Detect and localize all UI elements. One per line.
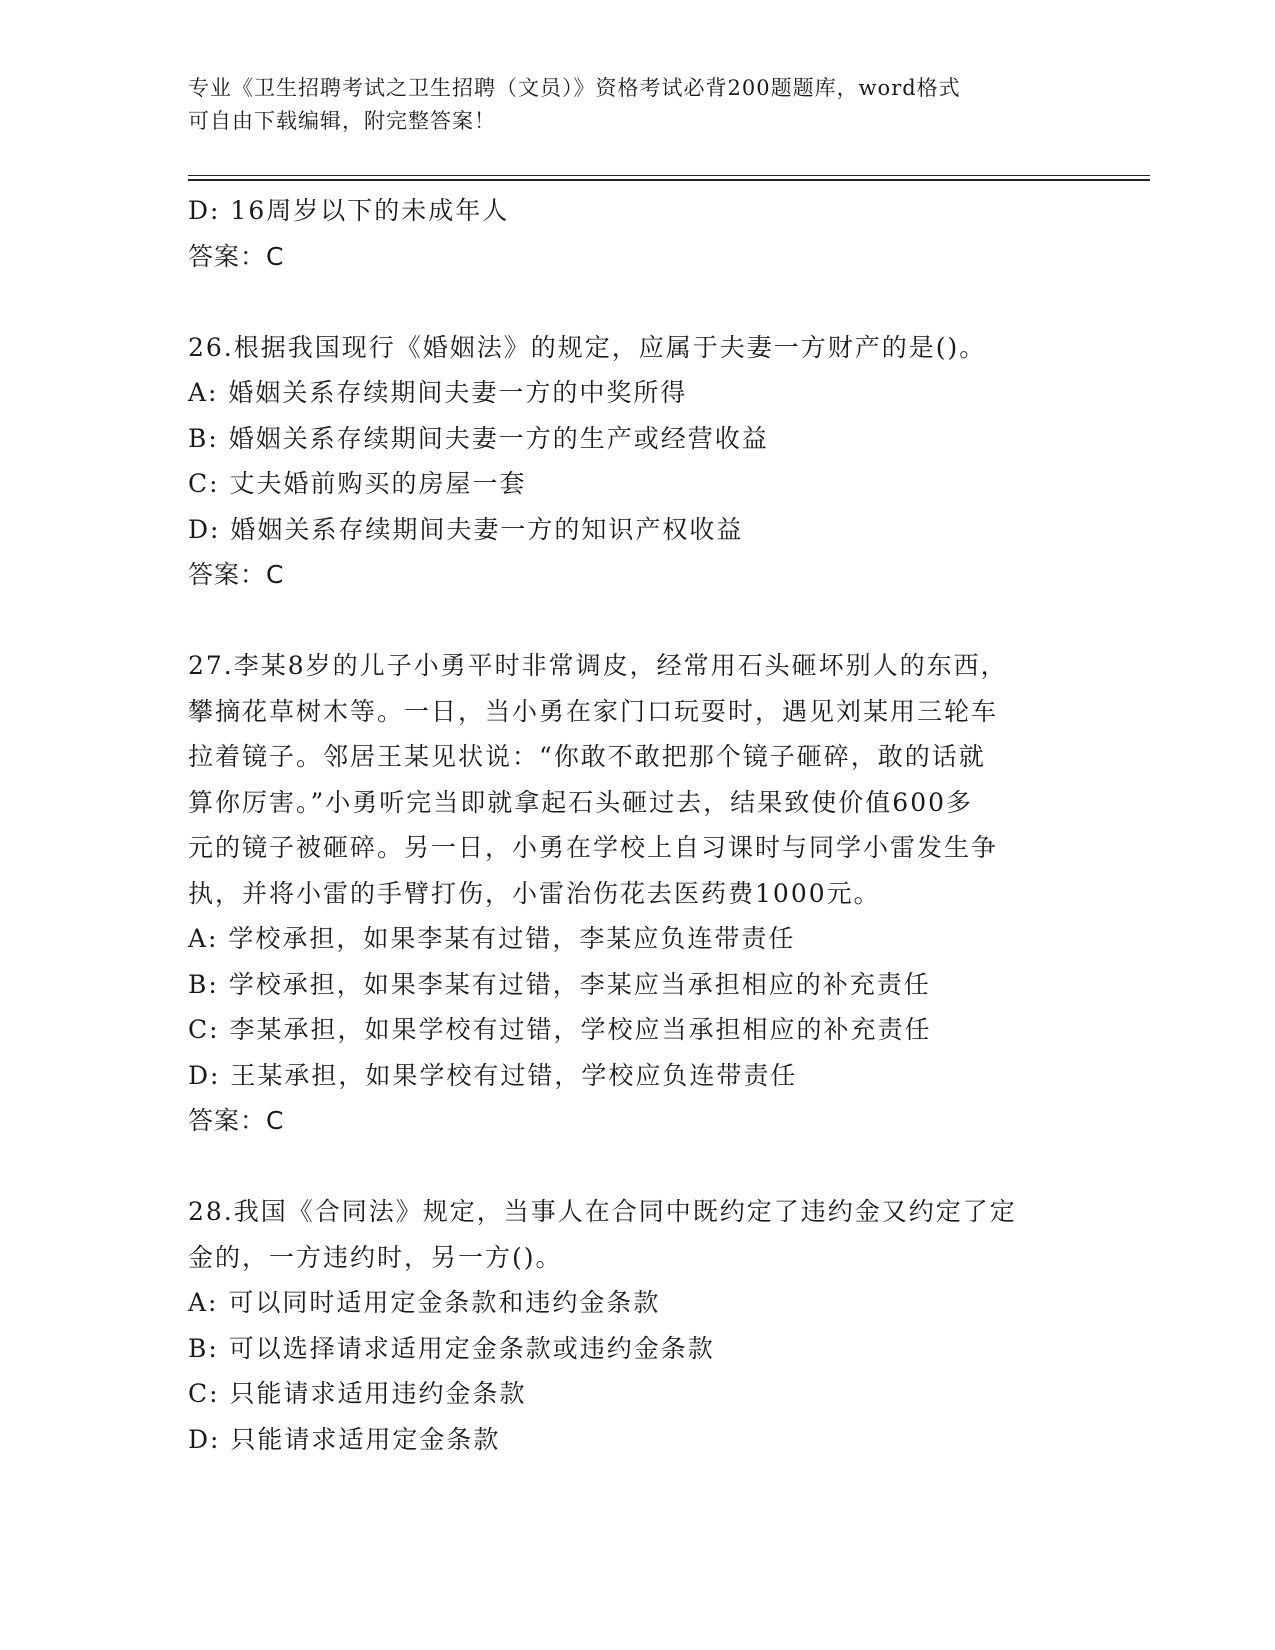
option-c: C: 丈夫婚前购买的房屋一套 xyxy=(188,469,527,498)
question-27 xyxy=(188,643,1088,1144)
page-content xyxy=(188,188,1088,1462)
option-a: A: 学校承担，如果李某有过错，李某应负连带责任 xyxy=(188,924,796,953)
option-d: D: 婚姻关系存续期间夫妻一方的知识产权收益 xyxy=(188,514,744,544)
header-rule-thick xyxy=(188,179,1150,181)
answer-line: 答案：C xyxy=(188,560,285,589)
question-stem-line: 27.李某8岁的儿子小勇平时非常调皮，经常用石头砸坏别人的东西， xyxy=(188,651,1008,680)
question-stem-line: 元的镜子被砸碎。另一日，小勇在学校上自习课时与同学小雷发生争 xyxy=(188,833,999,862)
option-a: A: 可以同时适用定金条款和违约金条款 xyxy=(188,1288,661,1317)
header-line-2: 可自由下载编辑，附完整答案！ xyxy=(188,109,496,133)
page-header xyxy=(188,72,1088,138)
question-stem: 26.根据我国现行《婚姻法》的规定，应属于夫妻一方财产的是()。 xyxy=(188,332,987,362)
question-stem-line: 算你厉害。”小勇听完当即就拿起石头砸过去，结果致使价值600多 xyxy=(188,787,974,817)
spacer xyxy=(188,598,1088,644)
question-26 xyxy=(188,325,1088,598)
option-c: C: 李某承担，如果学校有过错，学校应当承担相应的补充责任 xyxy=(188,1015,932,1044)
option-c: C: 只能请求适用违约金条款 xyxy=(188,1379,527,1408)
spacer xyxy=(188,279,1088,325)
option-d: D: 只能请求适用定金条款 xyxy=(188,1424,501,1454)
answer-line: 答案：C xyxy=(188,241,285,271)
option-d: D: 16周岁以下的未成年人 xyxy=(188,196,510,225)
answer-line: 答案：C xyxy=(188,1106,285,1135)
question-stem-line: 28.我国《合同法》规定，当事人在合同中既约定了违约金又约定了定 xyxy=(188,1197,1017,1226)
question-stem-line: 执，并将小雷的手臂打伤，小雷治伤花去医药费1000元。 xyxy=(188,878,881,908)
option-d: D: 王某承担，如果学校有过错，学校应负连带责任 xyxy=(188,1060,798,1090)
question-stem-line: 金的，一方违约时，另一方()。 xyxy=(188,1242,563,1272)
header-rule-thin xyxy=(188,175,1150,176)
option-b: B: 学校承担，如果李某有过错，李某应当承担相应的补充责任 xyxy=(188,969,931,999)
spacer xyxy=(188,1144,1088,1190)
option-a: A: 婚姻关系存续期间夫妻一方的中奖所得 xyxy=(188,378,688,407)
question-stem-line: 拉着镜子。邻居王某见状说：“你敢不敢把那个镜子砸碎，敢的话就 xyxy=(188,742,986,771)
question-stem-line: 攀摘花草树木等。一日，当小勇在家门口玩耍时，遇见刘某用三轮车 xyxy=(188,696,999,726)
question-28 xyxy=(188,1189,1088,1462)
option-b: B: 婚姻关系存续期间夫妻一方的生产或经营收益 xyxy=(188,423,769,453)
header-line-1: 专业《卫生招聘考试之卫生招聘（文员）》资格考试必背200题题库，word格式 xyxy=(188,76,961,100)
option-b: B: 可以选择请求适用定金条款或违约金条款 xyxy=(188,1333,715,1363)
